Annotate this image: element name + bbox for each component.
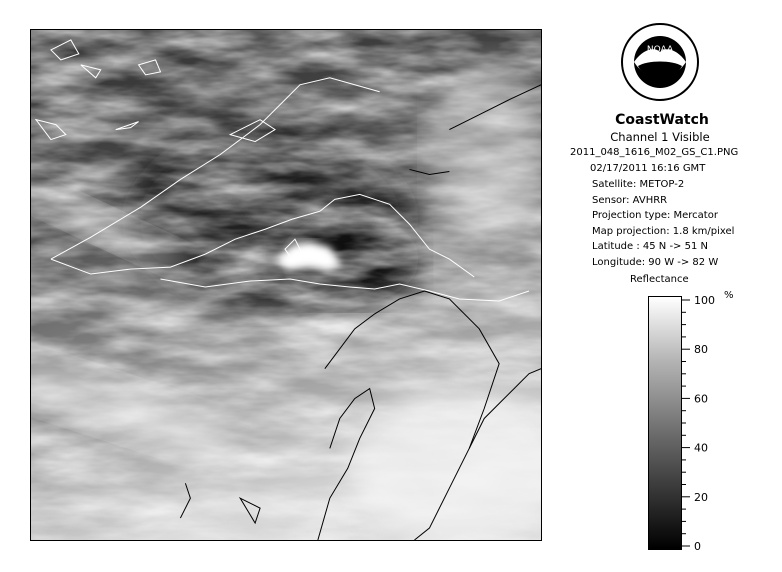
longitude-label: Longitude: 90 W -> 82 W [592,257,719,268]
colorbar-tick-label: 100 [694,296,715,307]
panel-title: CoastWatch [615,112,709,128]
projection-label: Projection type: Mercator [592,210,718,221]
logo-text: NOAA [646,45,674,55]
satellite-label: Satellite: METOP-2 [592,179,685,190]
image-filename: 2011_048_1616_M02_GS_C1.PNG [570,147,739,158]
colorbar-tick-label: 20 [694,490,708,504]
colorbar-tick-label: 60 [694,392,708,406]
sensor-label: Sensor: AVHRR [592,195,668,206]
map-projection-label: Map projection: 1.8 km/pixel [592,226,735,237]
latitude-label: Latitude : 45 N -> 51 N [592,241,708,252]
colorbar-tick-label: 0 [694,540,701,550]
colorbar-title: Reflectance [630,274,689,285]
panel-subtitle: Channel 1 Visible [610,130,710,144]
noaa-logo [620,22,700,102]
reflectance-colorbar [648,296,682,550]
satellite-image [30,29,542,541]
image-datetime: 02/17/2011 16:16 GMT [590,163,706,174]
colorbar-tick-label: 40 [694,441,708,455]
colorbar-unit: % [724,290,734,301]
colorbar-tick-label: 80 [694,343,708,357]
colorbar-ticks [682,296,742,550]
